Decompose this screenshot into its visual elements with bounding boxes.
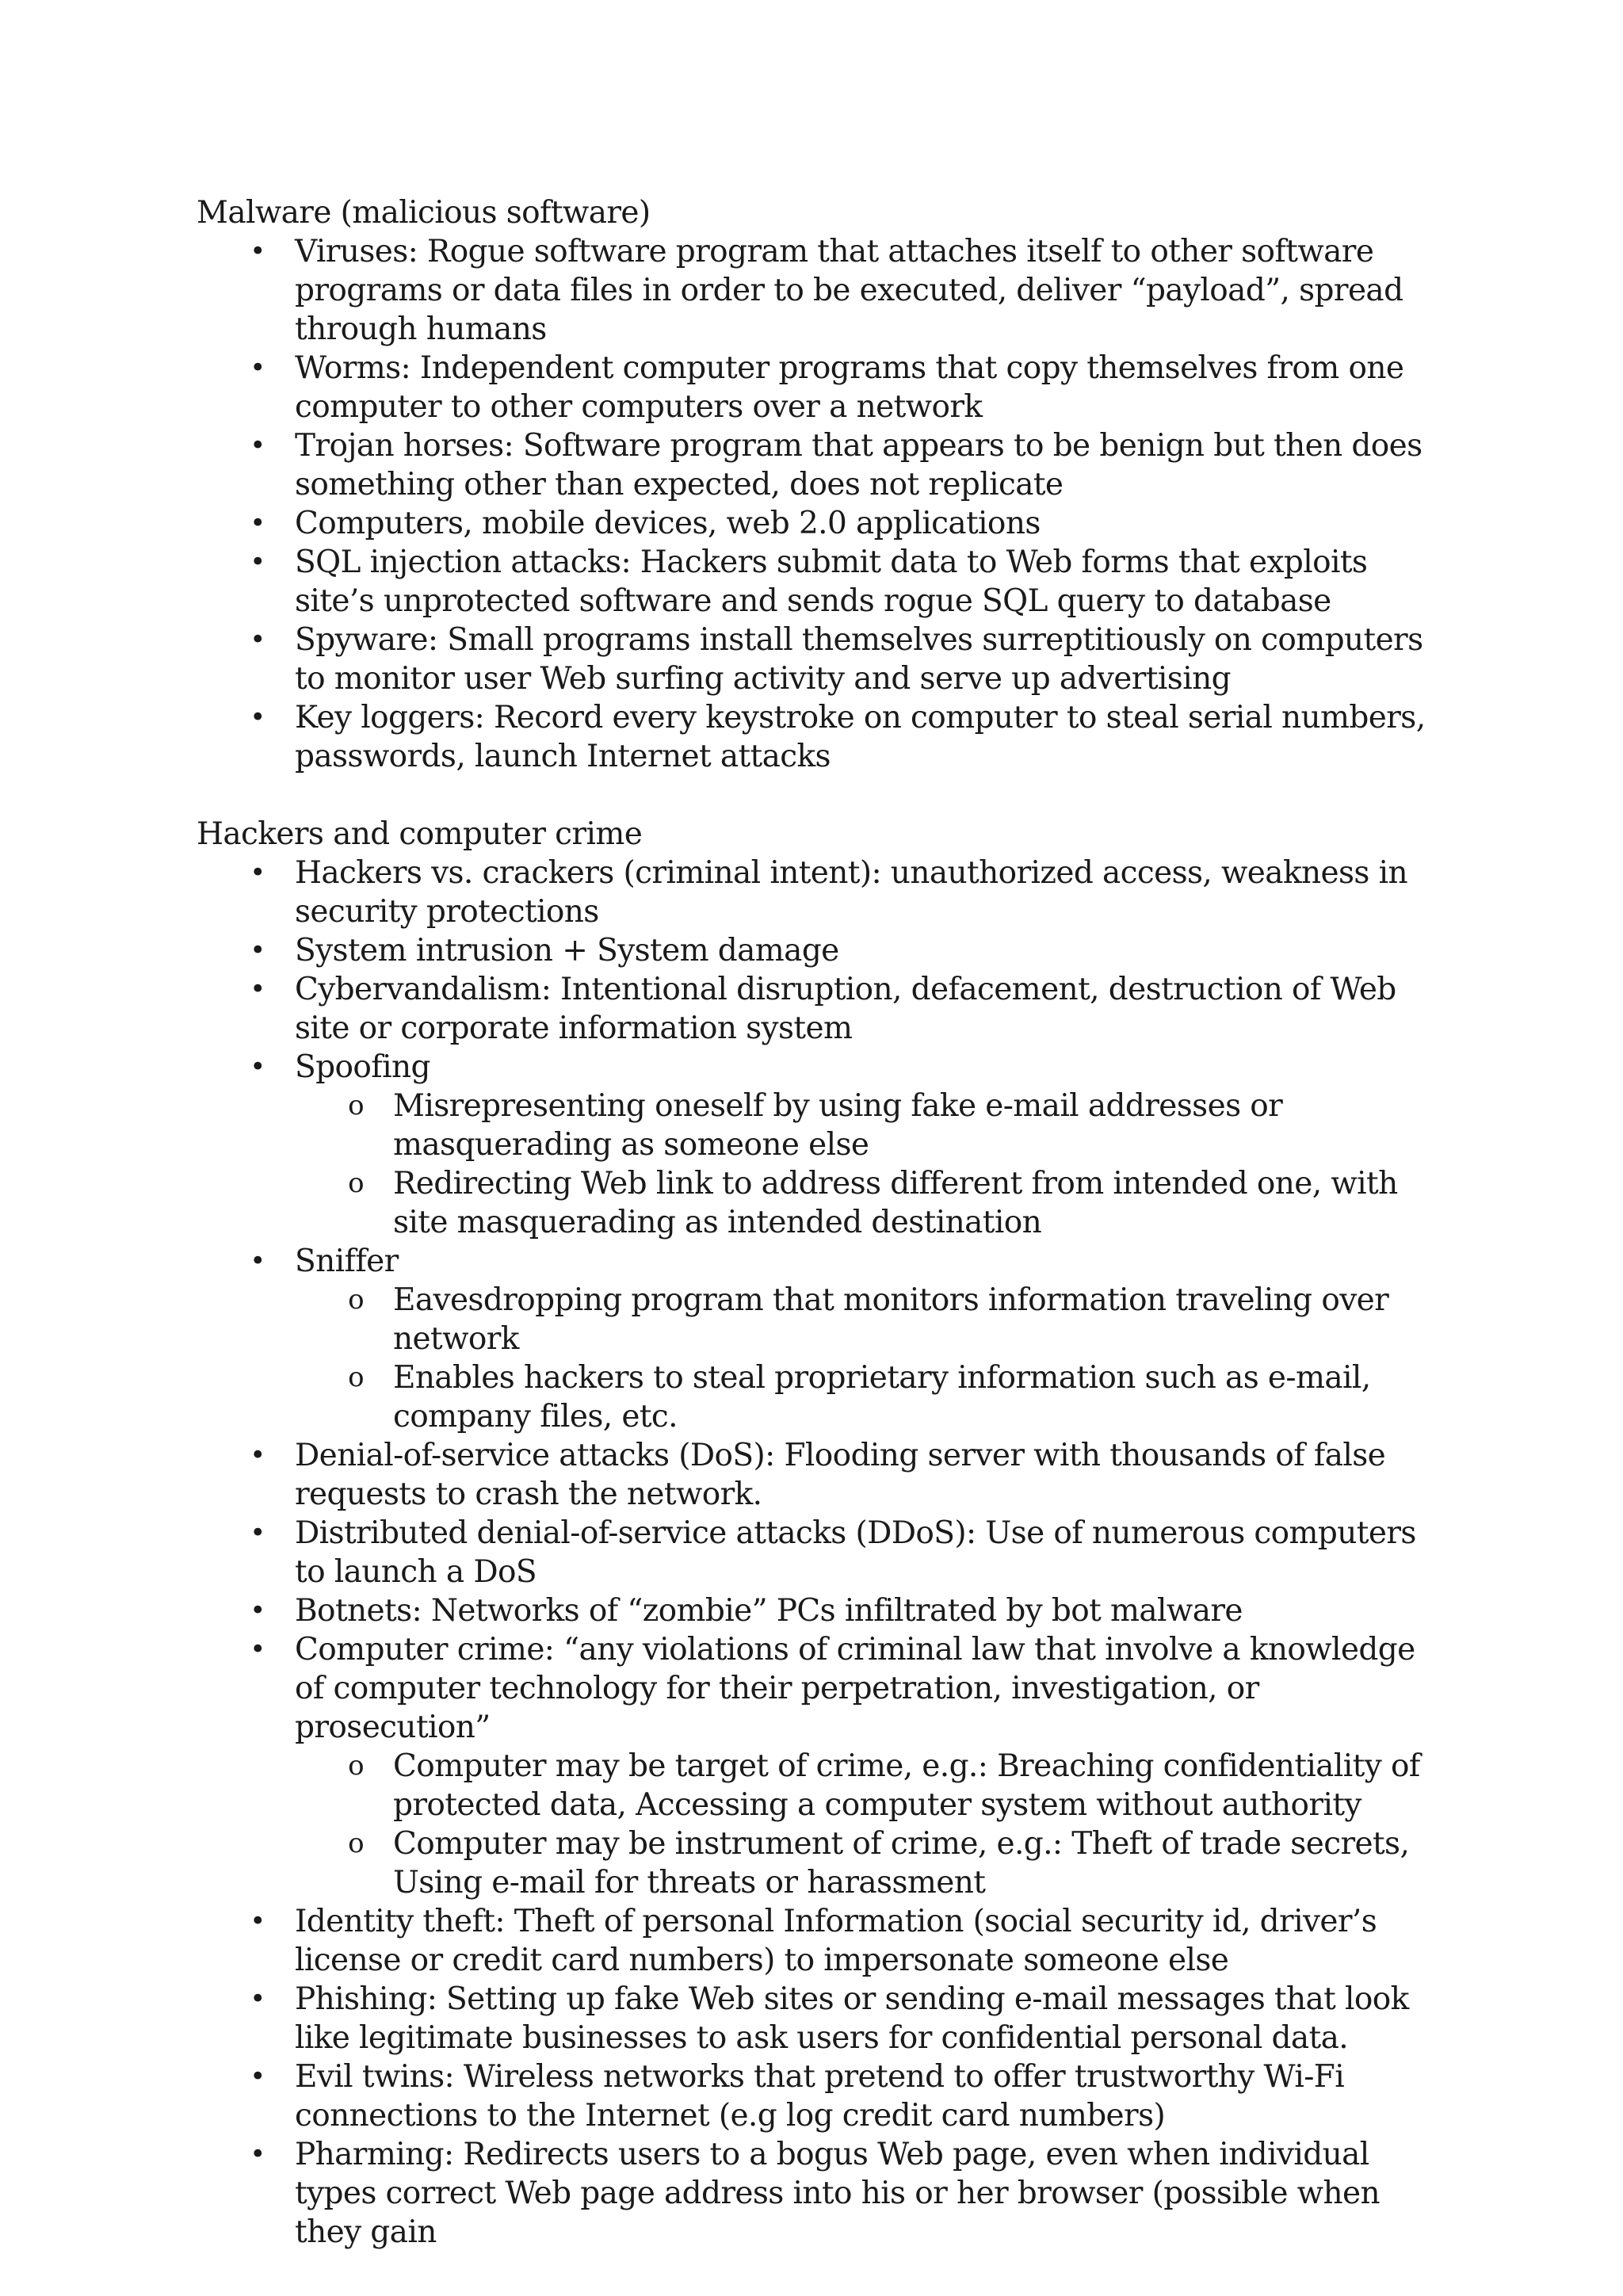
bullet-icon: • — [250, 507, 265, 539]
bullet-list — [197, 854, 1449, 2252]
list-item: • Trojan horses: Software program that appears to be benign but then does something other than expected, does not replicate — [197, 426, 1449, 504]
list-item: • Spoofing o Misrepresenting oneself by using fake e-mail addresses or masquerading as someone else o Redirecting Web link to address different from intended one, with site masquerading as intended destination — [197, 1048, 1449, 1242]
circle-bullet-icon: o — [348, 1828, 364, 1859]
section-hackers — [197, 815, 1449, 2252]
list-item: • Worms: Independent computer programs that copy themselves from one computer to other computers over a network — [197, 349, 1449, 426]
bullet-icon: • — [250, 857, 265, 888]
bullet-icon: • — [250, 1245, 265, 1277]
list-item: • Denial-of-service attacks (DoS): Flooding server with thousands of false requests to crash the network. — [197, 1436, 1449, 1514]
list-item: • Cybervandalism: Intentional disruption, defacement, destruction of Web site or corporate information system — [197, 970, 1449, 1048]
sub-list-item: o Eavesdropping program that monitors information traveling over network — [295, 1281, 1449, 1358]
list-item: • Spyware: Small programs install themselves surreptitiously on computers to monitor user Web surfing activity and serve up advertising — [197, 621, 1449, 698]
list-item: • SQL injection attacks: Hackers submit data to Web forms that exploits site’s unprotected software and sends rogue SQL query to database — [197, 543, 1449, 621]
sub-list-item: o Misrepresenting oneself by using fake e-mail addresses or masquerading as someone else — [295, 1087, 1449, 1164]
bullet-icon: • — [250, 546, 265, 578]
sub-list-item: o Enables hackers to steal proprietary information such as e-mail, company files, etc. — [295, 1358, 1449, 1436]
paragraph-gap — [197, 776, 1449, 815]
sub-bullet-list — [295, 1281, 1449, 1436]
bullet-icon: • — [250, 1905, 265, 1937]
list-item: • System intrusion + System damage — [197, 931, 1449, 970]
section-malware — [197, 193, 1449, 776]
bullet-icon: • — [250, 973, 265, 1005]
bullet-icon: • — [250, 1439, 265, 1471]
sub-list-item: o Redirecting Web link to address different from intended one, with site masquerading as intended destination — [295, 1164, 1449, 1242]
bullet-icon: • — [250, 1983, 265, 2015]
sub-list-item: o Computer may be instrument of crime, e.g.: Theft of trade secrets, Using e-mail for threats or harassment — [295, 1824, 1449, 1902]
list-item: • Hackers vs. crackers (criminal intent): unauthorized access, weakness in security protections — [197, 854, 1449, 931]
sub-bullet-list — [295, 1747, 1449, 1902]
sub-bullet-list — [295, 1087, 1449, 1242]
circle-bullet-icon: o — [348, 1284, 364, 1316]
sub-list-item: o Computer may be target of crime, e.g.: Breaching confidentiality of protected data, Accessing a computer system without authority — [295, 1747, 1449, 1824]
bullet-icon: • — [250, 701, 265, 733]
list-item: • Pharming: Redirects users to a bogus Web page, even when individual types correct Web page address into his or her browser (possible when they gain — [197, 2135, 1449, 2252]
list-item: • Computers, mobile devices, web 2.0 applications — [197, 504, 1449, 543]
bullet-icon: • — [250, 430, 265, 461]
list-item: • Phishing: Setting up fake Web sites or sending e-mail messages that look like legitimate businesses to ask users for confidential personal data. — [197, 1980, 1449, 2057]
bullet-icon: • — [250, 1595, 265, 1626]
list-item: • Key loggers: Record every keystroke on computer to steal serial numbers, passwords, launch Internet attacks — [197, 698, 1449, 776]
bullet-list — [197, 232, 1449, 776]
bullet-icon: • — [250, 2138, 265, 2170]
circle-bullet-icon: o — [348, 1362, 364, 1393]
list-item: • Computer crime: “any violations of criminal law that involve a knowledge of computer technology for their perpetration, investigation, or prosecution” o Computer may be target of crime, e.g.: Breaching confidentiality of protected data, Accessing a computer system without authority o Computer may be instrument of crime, e.g.: Theft of trade secrets, Using e-mail for threats or harassment — [197, 1630, 1449, 1902]
section-heading: Hackers and computer crime — [197, 816, 643, 852]
bullet-icon: • — [250, 1051, 265, 1083]
circle-bullet-icon: o — [348, 1750, 364, 1782]
list-item: • Viruses: Rogue software program that attaches itself to other software programs or data files in order to be executed, deliver “payload”, spread through humans — [197, 232, 1449, 349]
bullet-icon: • — [250, 624, 265, 655]
list-item: • Evil twins: Wireless networks that pretend to offer trustworthy Wi-Fi connections to the Internet (e.g log credit card numbers) — [197, 2057, 1449, 2135]
bullet-icon: • — [250, 1517, 265, 1549]
circle-bullet-icon: o — [348, 1167, 364, 1199]
bullet-icon: • — [250, 1633, 265, 1665]
list-item: • Botnets: Networks of “zombie” PCs infiltrated by bot malware — [197, 1591, 1449, 1630]
bullet-icon: • — [250, 934, 265, 966]
bullet-icon: • — [250, 235, 265, 267]
circle-bullet-icon: o — [348, 1090, 364, 1121]
list-item: • Sniffer o Eavesdropping program that monitors information traveling over network o Enables hackers to steal proprietary information such as e-mail, company files, etc. — [197, 1242, 1449, 1436]
list-item: • Distributed denial-of-service attacks (DDoS): Use of numerous computers to launch a DoS — [197, 1514, 1449, 1591]
document-page — [197, 193, 1449, 2252]
section-heading: Malware (malicious software) — [197, 195, 651, 231]
bullet-icon: • — [250, 2061, 265, 2092]
list-item: • Identity theft: Theft of personal Information (social security id, driver’s license or credit card numbers) to impersonate someone else — [197, 1902, 1449, 1980]
bullet-icon: • — [250, 352, 265, 384]
